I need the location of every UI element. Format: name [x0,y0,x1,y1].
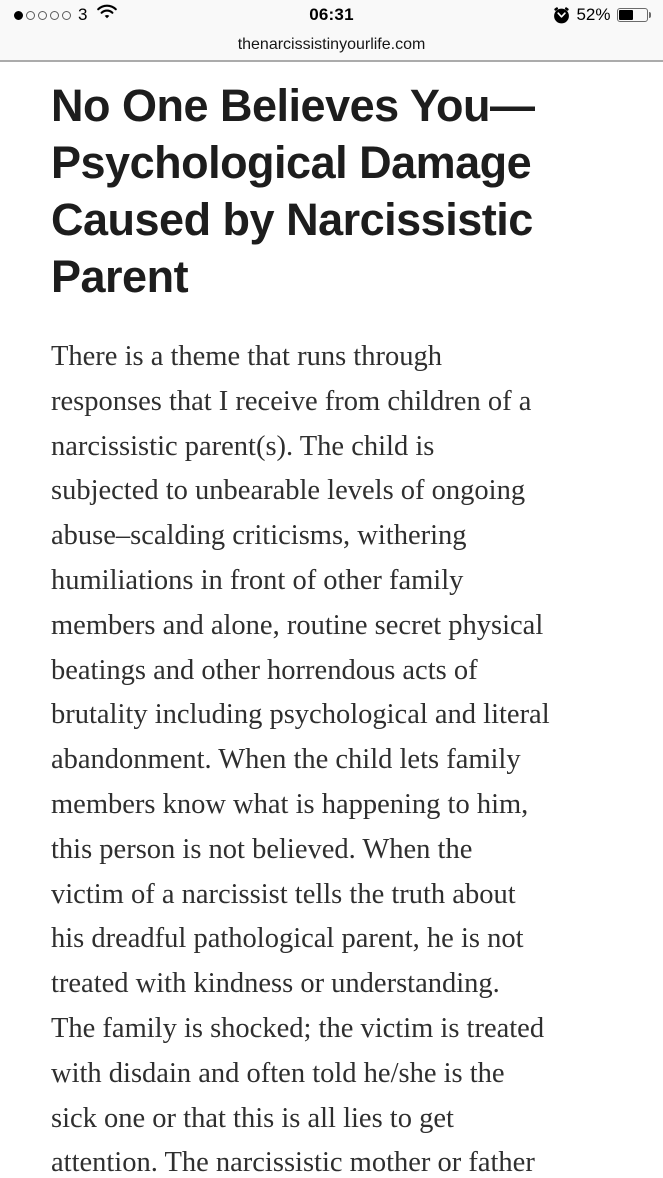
text-line: victim of a narcissist tells the truth about [51,878,516,910]
battery-icon [617,8,652,22]
battery-nub [649,12,652,18]
text-line: Parent [51,251,189,302]
url-bar[interactable] [0,30,663,60]
text-line: treated with kindness or understanding. [51,968,500,1000]
status-bar [0,0,663,30]
text-line: humiliations in front of other family [51,564,464,596]
text-line: subjected to unbearable levels of ongoing [51,475,526,507]
text-line: abandonment. When the child lets family [51,744,521,776]
battery-body [617,8,648,22]
text-line: this person is not believed. When the [51,833,473,865]
clock-time: 06:31 [309,5,354,24]
text-line: members know what is happening to him, [51,788,529,820]
text-line: responses that I receive from children of a [51,385,532,417]
text-line: There is a theme that runs through [51,341,442,372]
text-line: beatings and other horrendous acts of [51,654,478,686]
text-line: The family is shocked; the victim is treated [51,1012,545,1044]
carrier-label: 3 [78,5,88,24]
article-paragraph [51,335,623,1178]
battery-fill [619,10,633,20]
text-line: No One Believes You— [51,80,535,131]
text-line: abuse–scalding criticisms, withering [51,520,467,552]
text-line: sick one or that this is all lies to get [51,1102,454,1134]
url-domain-label[interactable]: thenarcissistinyourlife.com [237,36,426,53]
text-line: with disdain and often told he/she is the [51,1057,505,1089]
text-line: Caused by Narcissistic [51,194,533,245]
text-line: brutality including psychological and literal [51,699,550,731]
alarm-clock-icon [553,7,570,24]
status-bar-right [553,5,651,25]
text-line: narcissistic parent(s). The child is [51,430,435,462]
text-line: members and alone, routine secret physical [51,609,544,641]
text-line: attention. The narcissistic mother or father [51,1147,535,1178]
text-line: Psychological Damage [51,137,532,188]
text-line: his dreadful pathological parent, he is not [51,923,524,955]
battery-percent-label: 52% [576,5,611,24]
article-title [51,77,623,305]
webpage-content [0,77,663,1178]
browser-chrome [0,0,663,62]
